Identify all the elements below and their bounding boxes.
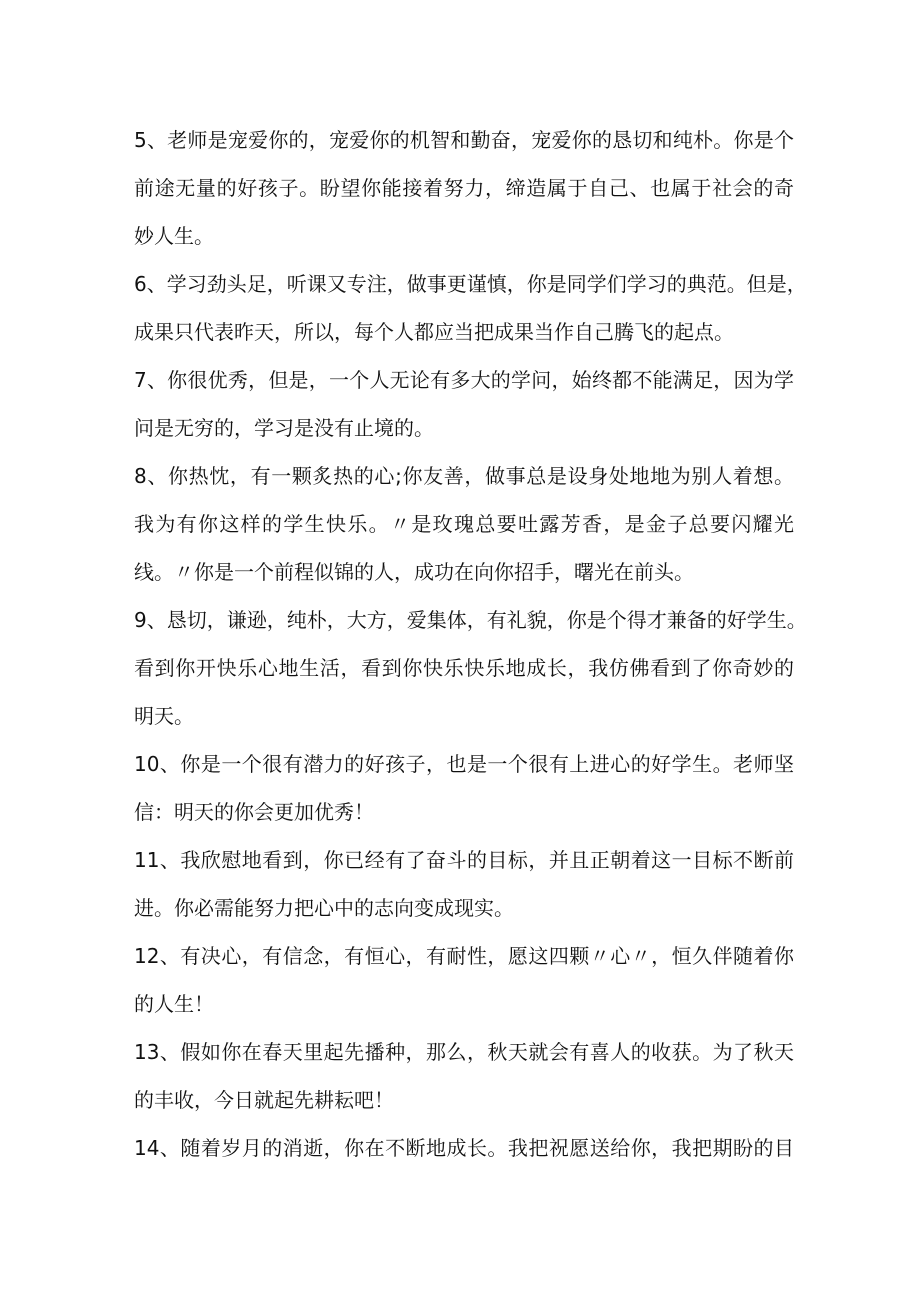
text-line: 10、你是一个很有潜力的好孩子，也是一个很有上进心的好学生。老师坚 xyxy=(134,752,794,776)
text-line: 13、假如你在春天里起先播种，那么，秋天就会有喜人的收获。为了秋天 xyxy=(134,1040,794,1064)
paragraph-5 xyxy=(134,116,794,260)
paragraph-9 xyxy=(134,596,807,740)
text-line: 线。〃你是一个前程似锦的人，成功在向你招手，曙光在前头。 xyxy=(134,560,694,584)
paragraph-13 xyxy=(134,1028,794,1124)
text-line: 妙人生。 xyxy=(134,224,214,248)
text-line: 问是无穷的，学习是没有止境的。 xyxy=(134,416,434,440)
text-line: 前途无量的好孩子。盼望你能接着努力，缔造属于自己、也属于社会的奇 xyxy=(134,176,794,200)
text-line: 成果只代表昨天，所以，每个人都应当把成果当作自己腾飞的起点。 xyxy=(134,320,734,344)
text-line: 11、我欣慰地看到，你已经有了奋斗的目标，并且正朝着这一目标不断前 xyxy=(134,848,794,872)
text-line: 8、你热忱，有一颗炙热的心;你友善，做事总是设身处地地为别人着想。 xyxy=(134,464,794,488)
text-line: 6、学习劲头足，听课又专注，做事更谨慎，你是同学们学习的典范。但是， xyxy=(134,272,807,296)
paragraph-6 xyxy=(134,260,807,356)
paragraph-10 xyxy=(134,740,794,836)
text-line: 进。你必需能努力把心中的志向变成现实。 xyxy=(134,896,514,920)
text-line: 看到你开快乐心地生活，看到你快乐快乐地成长，我仿佛看到了你奇妙的 xyxy=(134,656,794,680)
paragraph-14 xyxy=(134,1124,794,1172)
document-body xyxy=(134,116,807,1172)
paragraph-11 xyxy=(134,836,794,932)
paragraph-7 xyxy=(134,356,794,452)
text-line: 5、老师是宠爱你的，宠爱你的机智和勤奋，宠爱你的恳切和纯朴。你是个 xyxy=(134,128,794,152)
text-line: 信：明天的你会更加优秀！ xyxy=(134,800,374,824)
text-line: 的人生！ xyxy=(134,992,214,1016)
text-line: 12、有决心，有信念，有恒心，有耐性，愿这四颗〃心〃，恒久伴随着你 xyxy=(134,944,794,968)
text-line: 7、你很优秀，但是，一个人无论有多大的学问，始终都不能满足，因为学 xyxy=(134,368,794,392)
paragraph-12 xyxy=(134,932,794,1028)
paragraph-8 xyxy=(134,452,794,596)
text-line: 明天。 xyxy=(134,704,194,728)
text-line: 的丰收，今日就起先耕耘吧！ xyxy=(134,1088,394,1112)
text-line: 14、随着岁月的消逝，你在不断地成长。我把祝愿送给你，我把期盼的目 xyxy=(134,1136,794,1160)
text-line: 9、恳切，谦逊，纯朴，大方，爱集体，有礼貌，你是个得才兼备的好学生。 xyxy=(134,608,807,632)
text-line: 我为有你这样的学生快乐。〃是玫瑰总要吐露芳香，是金子总要闪耀光 xyxy=(134,512,794,536)
